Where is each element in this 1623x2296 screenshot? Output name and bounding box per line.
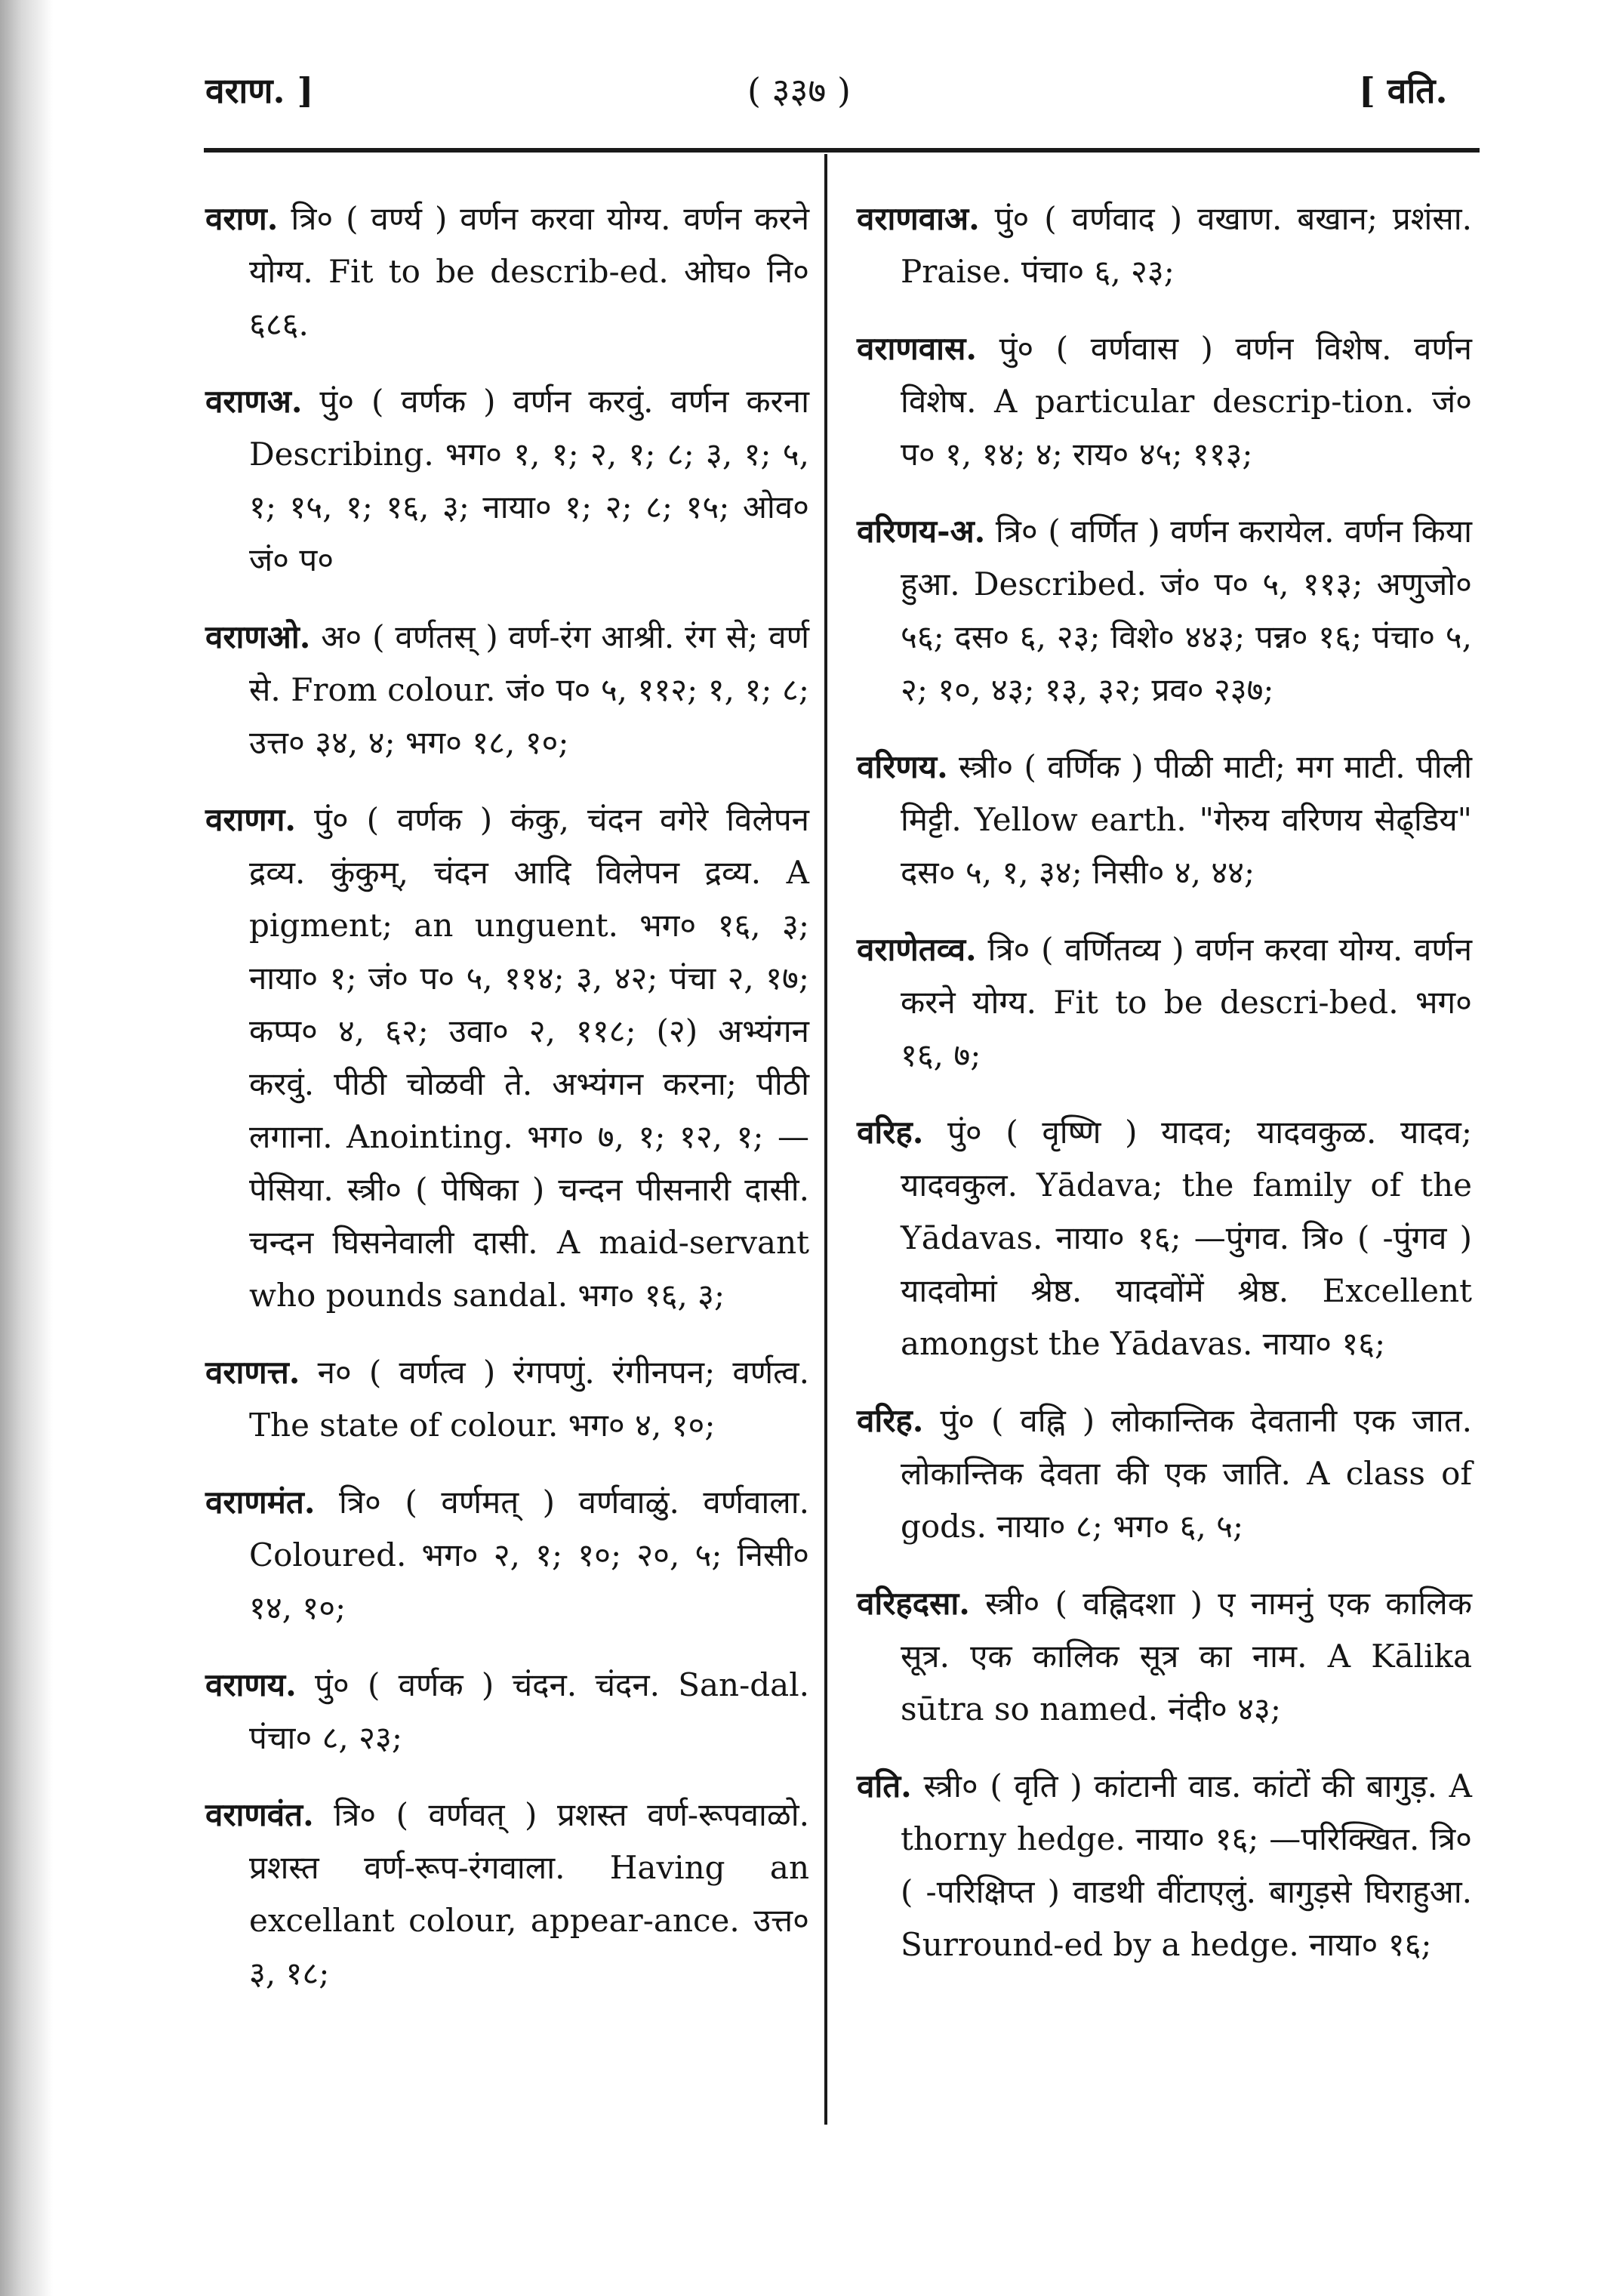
entry-headword: वराणग. <box>205 801 297 838</box>
entry-body: त्रि० ( वर्ण्य ) वर्णन करवा योग्य. वर्णन करने योग्य. Fit to be describ-ed. ओघ० नि० ६८६. <box>249 200 810 343</box>
dictionary-entry <box>205 1789 809 2000</box>
dictionary-entry <box>857 193 1472 298</box>
header-left-guideword: वराण. ] <box>205 70 314 111</box>
entry-headword: वति. <box>857 1767 912 1804</box>
entry-headword: वरिणय. <box>857 748 948 785</box>
scanned-page-edge <box>0 0 53 2296</box>
dictionary-entry <box>857 1760 1472 1971</box>
entry-headword: वराणय. <box>205 1666 297 1703</box>
header-rule <box>204 148 1480 153</box>
entry-body: पुं० ( वर्णक ) वर्णन करवुं. वर्णन करना Describing. भग० १, १; २, १; ८; ३, १; ५, १; १५, १; १६, ३; नाया० १; २; ८; १५; ओव० जं० प० <box>249 383 809 578</box>
left-column <box>205 193 809 2024</box>
column-divider <box>824 154 827 2125</box>
entry-body: स्त्री० ( वृति ) कांटानी वाड. कांटों की बागुड़. A thorny hedge. नाया० १६; —परिक्खित. त्रि० ( -परिक्षिप्त ) वाडथी वींटाएलुं. बागुड़से घिराहुआ. Surround-ed by a hedge. नाया० १६; <box>901 1767 1472 1963</box>
entry-headword: वरिह. <box>857 1402 924 1439</box>
entry-body: त्रि० ( वर्णमत् ) वर्णवाळुं. वर्णवाला. Coloured. भग० २, १; १०; २०, ५; निसी० १४, १०; <box>249 1484 810 1626</box>
dictionary-entry <box>857 505 1472 717</box>
entry-body: न० ( वर्णत्व ) रंगपणुं. रंगीनपन; वर्णत्व. The state of colour. भग० ४, १०; <box>249 1354 809 1444</box>
entry-body: पुं० ( वह्नि ) लोकान्तिक देवतानी एक जात. लोकान्तिक देवता की एक जाति. A class of gods. नाया० ८; भग० ६, ५; <box>901 1402 1472 1545</box>
entry-headword: वरिह. <box>857 1114 924 1151</box>
dictionary-entry <box>205 1476 809 1635</box>
entry-headword: वराणेतव्व. <box>857 931 977 968</box>
dictionary-entry <box>857 1577 1472 1736</box>
entry-headword: वराणवास. <box>857 330 978 367</box>
entry-headword: वराणवंत. <box>205 1796 314 1833</box>
dictionary-entry <box>205 611 809 769</box>
page-number: ( ३३७ ) <box>747 70 851 111</box>
entry-headword: वरिणय-अ. <box>857 513 986 550</box>
entry-headword: वराणओ. <box>205 618 311 655</box>
entry-body: पुं० ( वृष्णि ) यादव; यादवकुळ. यादव; यादवकुल. Yādava; the family of the Yādavas. नाया० १६; —पुंगव. त्रि० ( -पुंगव ) यादवोमां श्रेष्ठ. यादवोंमें श्रेष्ठ. Excellent amongst the Yādavas. नाया० १६; <box>901 1114 1472 1362</box>
dictionary-entry <box>205 1659 809 1764</box>
entry-body: पुं० ( वर्णवास ) वर्णन विशेष. वर्णन विशेष. A particular descrip-tion. जं० प० १, १४; ४; राय० ४५; ११३; <box>901 330 1472 473</box>
entry-body: पुं० ( वर्णक ) कंकु, चंदन वगेरे विलेपन द्रव्य. कुंकुम्, चंदन आदि विलेपन द्रव्य. A pigment; an unguent. भग० १६, ३; नाया० १; जं० प० ५, ११४; ३, ४२; पंचा २, १७; कप्प० ४, ६२; उवा० २, ११८; (२) अभ्यंगन करवुं. पीठी चोळवी ते. अभ्यंगन करना; पीठी लगाना. Anointing. भग० ७, १; १२, १; —पेसिया. स्त्री० ( पेषिका ) चन्दन पीसनारी दासी. चन्दन घिसनेवाली दासी. A maid-servant who pounds sandal. भग० १६, ३; <box>249 801 809 1314</box>
entry-body: स्त्री० ( वर्णिक ) पीळी माटी; मग माटी. पीली मिट्टी. Yellow earth. "गेरुय वरिणय सेढ्डिय" दस० ५, १, ३४; निसी० ४, ४४; <box>901 748 1472 891</box>
entry-body: पुं० ( वर्णवाद ) वखाण. बखान; प्रशंसा. Praise. पंचा० ६, २३; <box>901 200 1472 290</box>
dictionary-entry <box>205 375 809 587</box>
entry-body: अ० ( वर्णतस् ) वर्ण-रंग आश्री. रंग से; वर्ण से. From colour. जं० प० ५, ११२; १, १; ८; उत्त० ३४, ४; भग० १८, १०; <box>249 618 809 761</box>
dictionary-entry <box>857 1395 1472 1553</box>
dictionary-entry <box>857 322 1472 481</box>
entry-headword: वराणत्त. <box>205 1354 300 1391</box>
entry-body: पुं० ( वर्णक ) चंदन. चंदन. San-dal. पंचा० ८, २३; <box>249 1666 810 1756</box>
dictionary-entry <box>205 193 809 351</box>
entry-headword: वराणमंत. <box>205 1484 316 1521</box>
entry-body: स्त्री० ( वह्निदशा ) ए नामनुं एक कालिक सूत्र. एक कालिक सूत्र का नाम. A Kālika sūtra so named. नंदी० ४३; <box>901 1585 1472 1727</box>
entry-headword: वराणअ. <box>205 383 303 420</box>
dictionary-entry <box>857 741 1472 899</box>
dictionary-entry <box>857 923 1472 1082</box>
dictionary-entry <box>857 1106 1472 1370</box>
header-right-guideword: [ वति. <box>1359 70 1448 111</box>
entry-body: त्रि० ( वर्णवत् ) प्रशस्त वर्ण-रूपवाळो. प्रशस्त वर्ण-रूप-रंगवाला. Having an excellant colour, appear-ance. उत्त० ३, १८; <box>249 1796 809 1992</box>
entry-headword: वराणवाअ. <box>857 200 980 237</box>
dictionary-entry <box>205 1346 809 1452</box>
entry-body: त्रि० ( वर्णित ) वर्णन करायेल. वर्णन किया हुआ. Described. जं० प० ५, ११३; अणुजो० ५६; दस० ६, २३; विशे० ४४३; पन्न० १६; पंचा० ५, २; १०, ४३; १३, ३२; प्रव० २३७; <box>901 513 1472 708</box>
dictionary-entry <box>205 794 809 1322</box>
entry-body: त्रि० ( वर्णितव्य ) वर्णन करवा योग्य. वर्णन करने योग्य. Fit to be descri-bed. भग० १६, ७; <box>901 931 1473 1074</box>
entry-headword: वरिहदसा. <box>857 1585 970 1622</box>
entry-headword: वराण. <box>205 200 279 237</box>
right-column <box>857 193 1472 1996</box>
